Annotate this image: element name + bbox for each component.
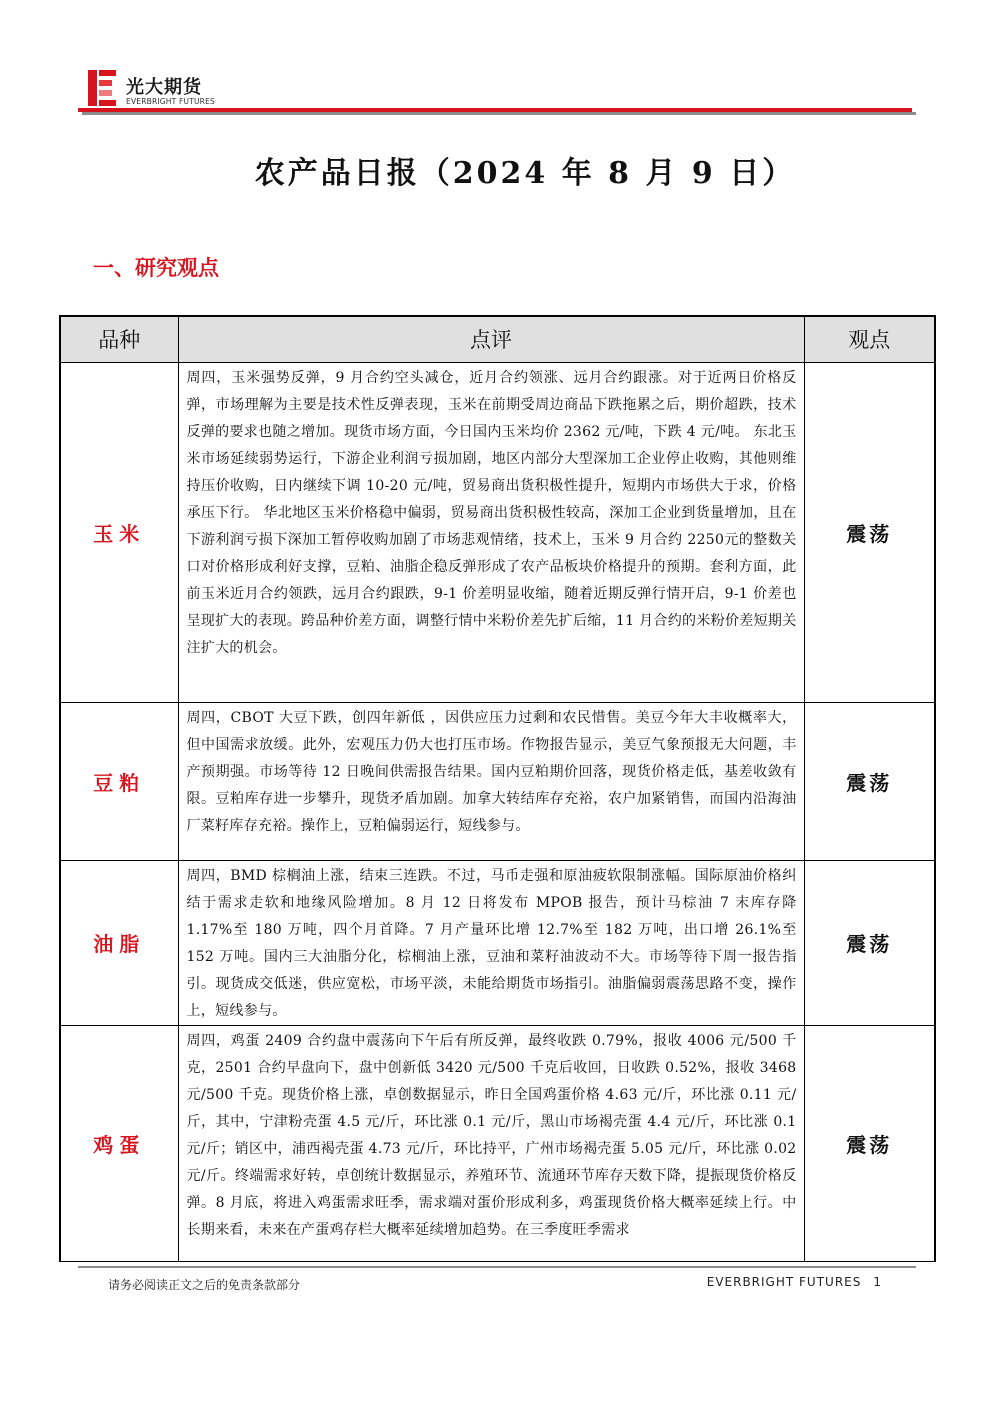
logo-english-name: EVERBRIGHT FUTURES: [126, 97, 215, 106]
footer-divider: [78, 1266, 916, 1268]
section-heading: 一、研究观点: [93, 255, 219, 280]
header-comment: 点评: [178, 316, 804, 362]
comment-cell: 周四，CBOT 大豆下跌，创四年新低 ，因供应压力过剩和农民惜售。美豆今年大丰收概率大，但中国需求放缓。此外，宏观压力仍大也打压市场。作物报告显示，美豆气象预报无大问题，丰产预期强。市场等待 12 日晚间供需报告结果。国内豆粕期价回落，现货价格走低，基差收敛有限。豆粕库存进一步攀升，现货矛盾加剧。加拿大转结库存充裕，农户加紧销售，而国内沿海油厂菜籽库存充裕。操作上，豆粕偏弱运行，短线参与。: [178, 702, 804, 860]
table-row: [60, 1025, 935, 1261]
header-divider: [78, 108, 916, 116]
company-logo: [88, 70, 234, 110]
table-header-row: [60, 316, 935, 362]
footer-brand-page: [707, 1275, 882, 1289]
research-view-table: [59, 315, 936, 1262]
comment-cell: 周四，BMD 棕榈油上涨，结束三连跌。不过，马币走强和原油疲软限制涨幅。国际原油价格纠结于需求走软和地缘风险增加。8 月 12 日将发布 MPOB 报告，预计马棕油 7 末库存降 1.17%至 180 万吨，四个月首降。7 月产量环比增 12.7%至 182 万吨，出口增 26.1%至 152 万吨。国内三大油脂分化，棕榈油上涨，豆油和菜籽油波动不大。市场等待下周一报告指引。现货成交低迷，供应宽松，市场平淡，未能给期货市场指引。油脂偏弱震荡思路不变，操作上，短线参与。: [178, 860, 804, 1025]
view-cell: 震荡: [804, 362, 935, 702]
report-title: 农产品日报（2024 年 8 月 9 日）: [254, 156, 796, 191]
variety-cell: 油脂: [60, 860, 178, 1025]
header-view: 观点: [804, 316, 935, 362]
variety-cell: 豆粕: [60, 702, 178, 860]
disclaimer-note: 请务必阅读正文之后的免责条款部分: [108, 1278, 301, 1292]
table-row: [60, 860, 935, 1025]
table-row: [60, 702, 935, 860]
comment-cell: 周四，玉米强势反弹，9 月合约空头减仓，近月合约领涨、远月合约跟涨。对于近两日价格反弹，市场理解为主要是技术性反弹表现，玉米在前期受周边商品下跌拖累之后，期价超跌，技术反弹的要求也随之增加。现货市场方面，今日国内玉米均价 2362 元/吨，下跌 4 元/吨。 东北玉米市场延续弱势运行，下游企业利润亏损加剧，地区内部分大型深加工企业停止收购，其他则维持压价收购，日内继续下调 10-20 元/吨，贸易商出货积极性提升，短期内市场供大于求，价格承压下行。 华北地区玉米价格稳中偏弱，贸易商出货积极性较高，深加工企业到货量增加，且在下游利润亏损下深加工暂停收购加剧了市场悲观情绪，技术上，玉米 9 月合约 2250元的整数关口对价格形成利好支撑，豆粕、油脂企稳反弹形成了农产品板块价格提升的预期。套利方面，此前玉米近月合约领跌，远月合约跟跌，9-1 价差明显收缩，随着近期反弹行情开启，9-1 价差也呈现扩大的表现。跨品种价差方面，调整行情中米粉价差先扩后缩，11 月合约的米粉价差短期关注扩大的机会。: [178, 362, 804, 702]
logo-chinese-name: 光大期货: [126, 77, 202, 98]
variety-cell: 玉米: [60, 362, 178, 702]
comment-cell: 周四，鸡蛋 2409 合约盘中震荡向下午后有所反弹，最终收跌 0.79%，报收 4006 元/500 千克，2501 合约早盘向下，盘中创新低 3420 元/500 千克后收回，日收跌 0.52%，报收 3468 元/500 千克。现货价格上涨，卓创数据显示，昨日全国鸡蛋价格 4.63 元/斤，环比涨 0.11 元/斤，其中，宁津粉壳蛋 4.5 元/斤，环比涨 0.1 元/斤，黑山市场褐壳蛋 4.4 元/斤，环比涨 0.1 元/斤；销区中，浦西褐壳蛋 4.73 元/斤，环比持平，广州市场褐壳蛋 5.05 元/斤，环比涨 0.02 元/斤。终端需求好转，卓创统计数据显示，养殖环节、流通环节库存天数下降，提振现货价格反弹。8 月底，将进入鸡蛋需求旺季，需求端对蛋价形成利多，鸡蛋现货价格大概率延续上行。中长期来看，未来在产蛋鸡存栏大概率延续增加趋势。在三季度旺季需求: [178, 1025, 804, 1261]
header-variety: 品种: [60, 316, 178, 362]
view-cell: 震荡: [804, 860, 935, 1025]
table-row: [60, 362, 935, 702]
page-number: 1: [873, 1275, 882, 1289]
variety-cell: 鸡蛋: [60, 1025, 178, 1261]
view-cell: 震荡: [804, 1025, 935, 1261]
view-cell: 震荡: [804, 702, 935, 860]
everbright-logo-icon: [88, 70, 118, 106]
footer-brand: EVERBRIGHT FUTURES: [706, 1275, 862, 1289]
